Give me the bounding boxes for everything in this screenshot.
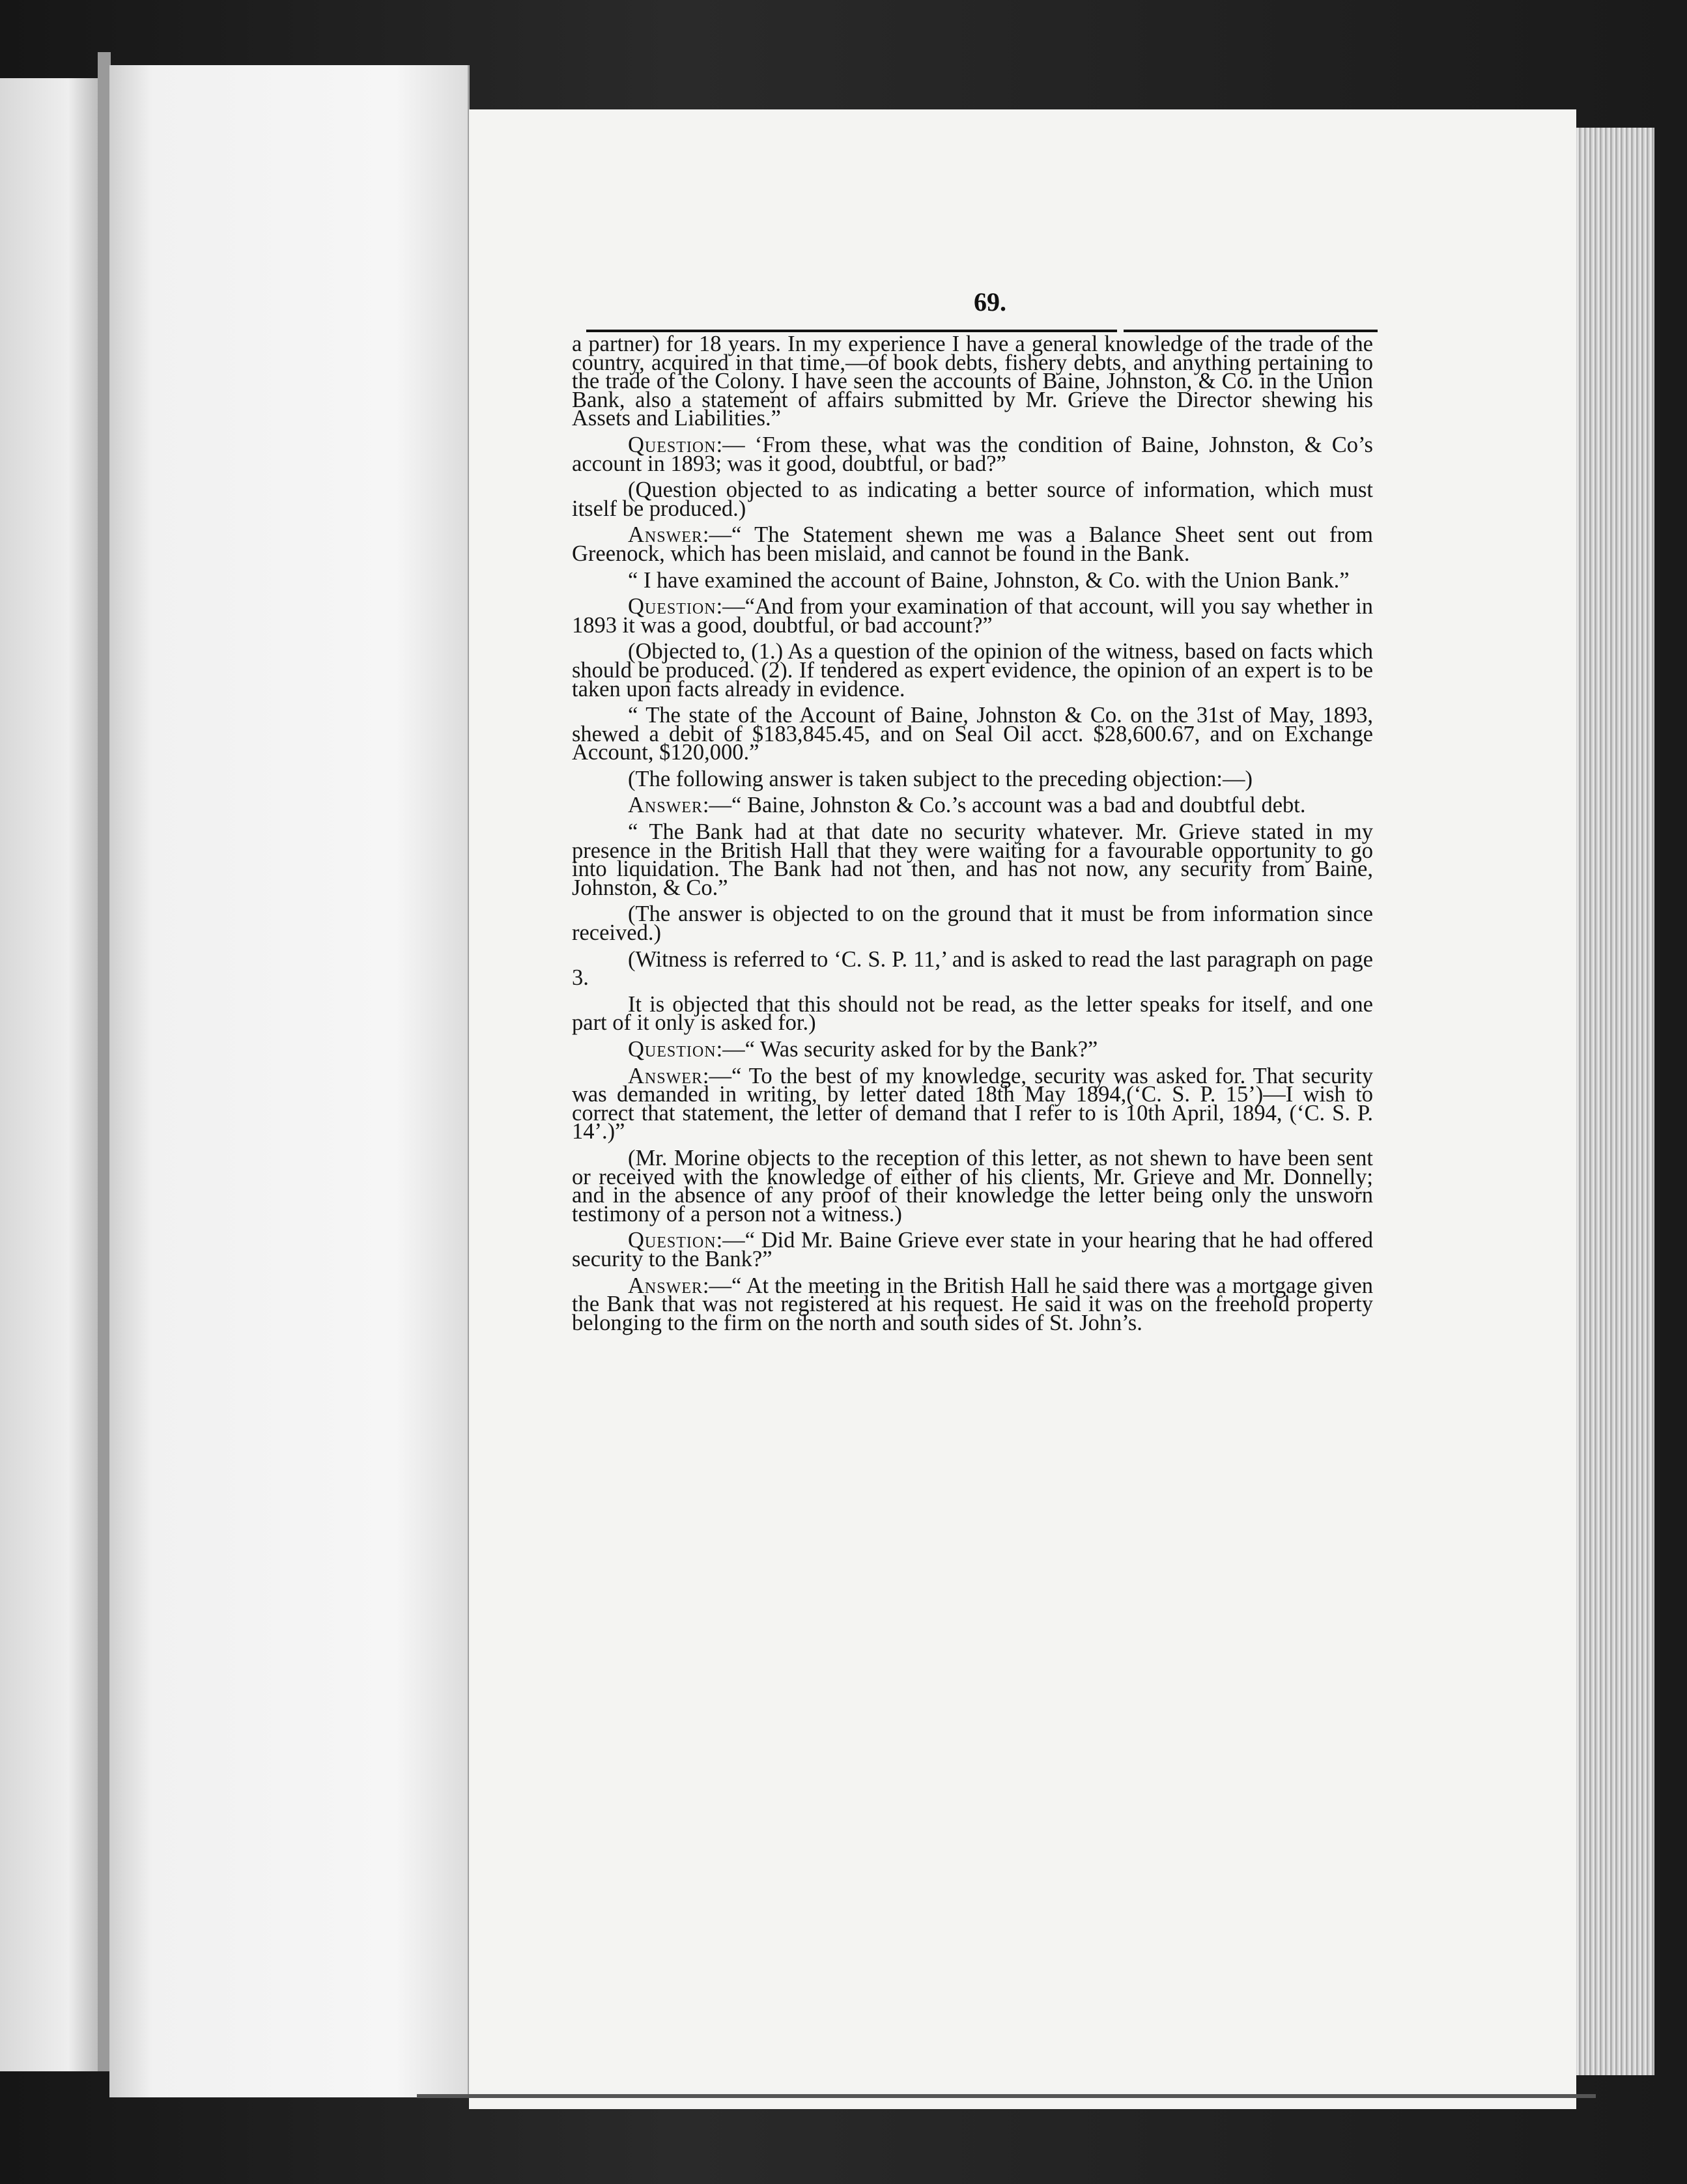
paragraph-text: (Witness is referred to ‘C. S. P. 11,’ and is asked to read the last paragraph on page 3. (572, 946, 1373, 991)
paragraph (572, 522, 1373, 566)
paragraph (572, 1228, 1373, 1271)
speaker-label: Question (628, 1228, 716, 1253)
paragraph-text: “ The state of the Account of Baine, Johnston & Co. on the 31st of May, 1893, shewed a debit of $183,845.45, and on Seal Oil acct. $28,600.67, and on Exchange Account, $120,000.” (572, 703, 1373, 765)
speaker-label: Question (628, 1037, 716, 1062)
paragraph (572, 946, 1373, 991)
paragraph (572, 432, 1373, 476)
bottom-border (417, 2094, 1596, 2098)
paragraph-text: “ The Bank had at that date no security whatever. Mr. Grieve stated in my presence in the British Hall that they were waiting for a favourable opportunity to go into liquidation. The Bank had not then, and has not now, any security from Baine, Johnston, & Co.” (572, 819, 1373, 900)
book-spine (98, 52, 111, 2071)
paragraph-text: :—“And from your examination of that account, will you say whether in 1893 it was a good, doubtful, or bad account?” (572, 594, 1373, 638)
paragraph (572, 594, 1373, 638)
paragraph-text: :—“ The Statement shewn me was a Balance Sheet sent out from Greenock, which has been mislaid, and cannot be found in the Bank. (572, 522, 1373, 566)
paragraph-text: :— ‘From these, what was the condition of Baine, Johnston, & Co’s account in 1893; was it good, doubtful, or bad?” (572, 432, 1373, 476)
speaker-label: Question (628, 432, 716, 457)
paragraph (572, 1063, 1373, 1144)
paragraph (572, 1145, 1373, 1227)
page-number: 69. (974, 287, 1006, 317)
paragraph-text: (Question objected to as indicating a better source of information, which must itself be produced.) (572, 477, 1373, 521)
paragraph (572, 991, 1373, 1036)
paragraph-text: It is objected that this should not be read, as the letter speaks for itself, and one part of it only is asked for.) (572, 991, 1373, 1036)
paragraph-text: :—“ At the meeting in the British Hall he said there was a mortgage given the Bank that was not registered at his request. He said it was on the freehold property belonging to the firm on the north and south sides of St. John’s. (572, 1273, 1373, 1335)
paragraph (572, 1037, 1373, 1062)
paragraph (572, 639, 1373, 702)
speaker-label: Question (628, 594, 716, 619)
paragraph (572, 703, 1373, 765)
speaker-label: Answer (628, 793, 703, 818)
paragraph-text: :—“ To the best of my knowledge, security was asked for. That security was demanded in writing, by letter dated 18th May 1894,(‘C. S. P. 15’)—I wish to correct that statement, the letter of demand that I refer to is 10th April, 1894, (‘C. S. P. 14’.)” (572, 1063, 1373, 1144)
paragraph (572, 766, 1373, 791)
speaker-label: Answer (628, 522, 703, 548)
paragraph (572, 819, 1373, 900)
page-edges (1576, 128, 1654, 2075)
paragraph-text: :—“ Was security asked for by the Bank?” (716, 1037, 1098, 1062)
paragraph (572, 477, 1373, 521)
speaker-label: Answer (628, 1063, 703, 1088)
speaker-label: Answer (628, 1273, 703, 1298)
paragraph-text: (The following answer is taken subject to the preceding objection:—) (628, 766, 1253, 791)
paragraph (572, 793, 1373, 818)
paragraph-text: :—“ Did Mr. Baine Grieve ever state in your hearing that he had offered security to the Bank?” (572, 1228, 1373, 1271)
paragraph-text: (Mr. Morine objects to the reception of this letter, as not shewn to have been sent or received with the knowledge of either of his clients, Mr. Grieve and Mr. Donnelly; and in the absence of any proof of their knowledge the letter being only the unsworn testimony of a person not a witness.) (572, 1145, 1373, 1227)
facing-page-edge (0, 78, 98, 2071)
paragraph (572, 567, 1373, 593)
blank-gutter-page (109, 65, 470, 2097)
paragraph (572, 332, 1373, 431)
paragraph-text: :—“ Baine, Johnston & Co.’s account was a bad and doubtful debt. (702, 793, 1306, 818)
paragraph-text: a partner) for 18 years. In my experience I have a general knowledge of the trade of the country, acquired in that time,—of book debts, fishery debts, and anything pertaining to the trade of the Colony. I have seen the accounts of Baine, Johnston, & Co. in the Union Bank, also a statement of affairs submitted by Mr. Grieve the Director shewing his Assets and Liabilities.” (572, 332, 1373, 431)
paragraph-text: “ I have examined the account of Baine, Johnston, & Co. with the Union Bank.” (628, 567, 1350, 593)
paragraph-text: (Objected to, (1.) As a question of the opinion of the witness, based on facts which should be produced. (2). If tendered as expert evidence, the opinion of an expert is to be taken upon facts already in evidence. (572, 639, 1373, 702)
paragraph (572, 1273, 1373, 1335)
paragraph-text: (The answer is objected to on the ground that it must be from information since received.) (572, 901, 1373, 946)
paragraph (572, 901, 1373, 946)
page-text (572, 332, 1373, 1335)
